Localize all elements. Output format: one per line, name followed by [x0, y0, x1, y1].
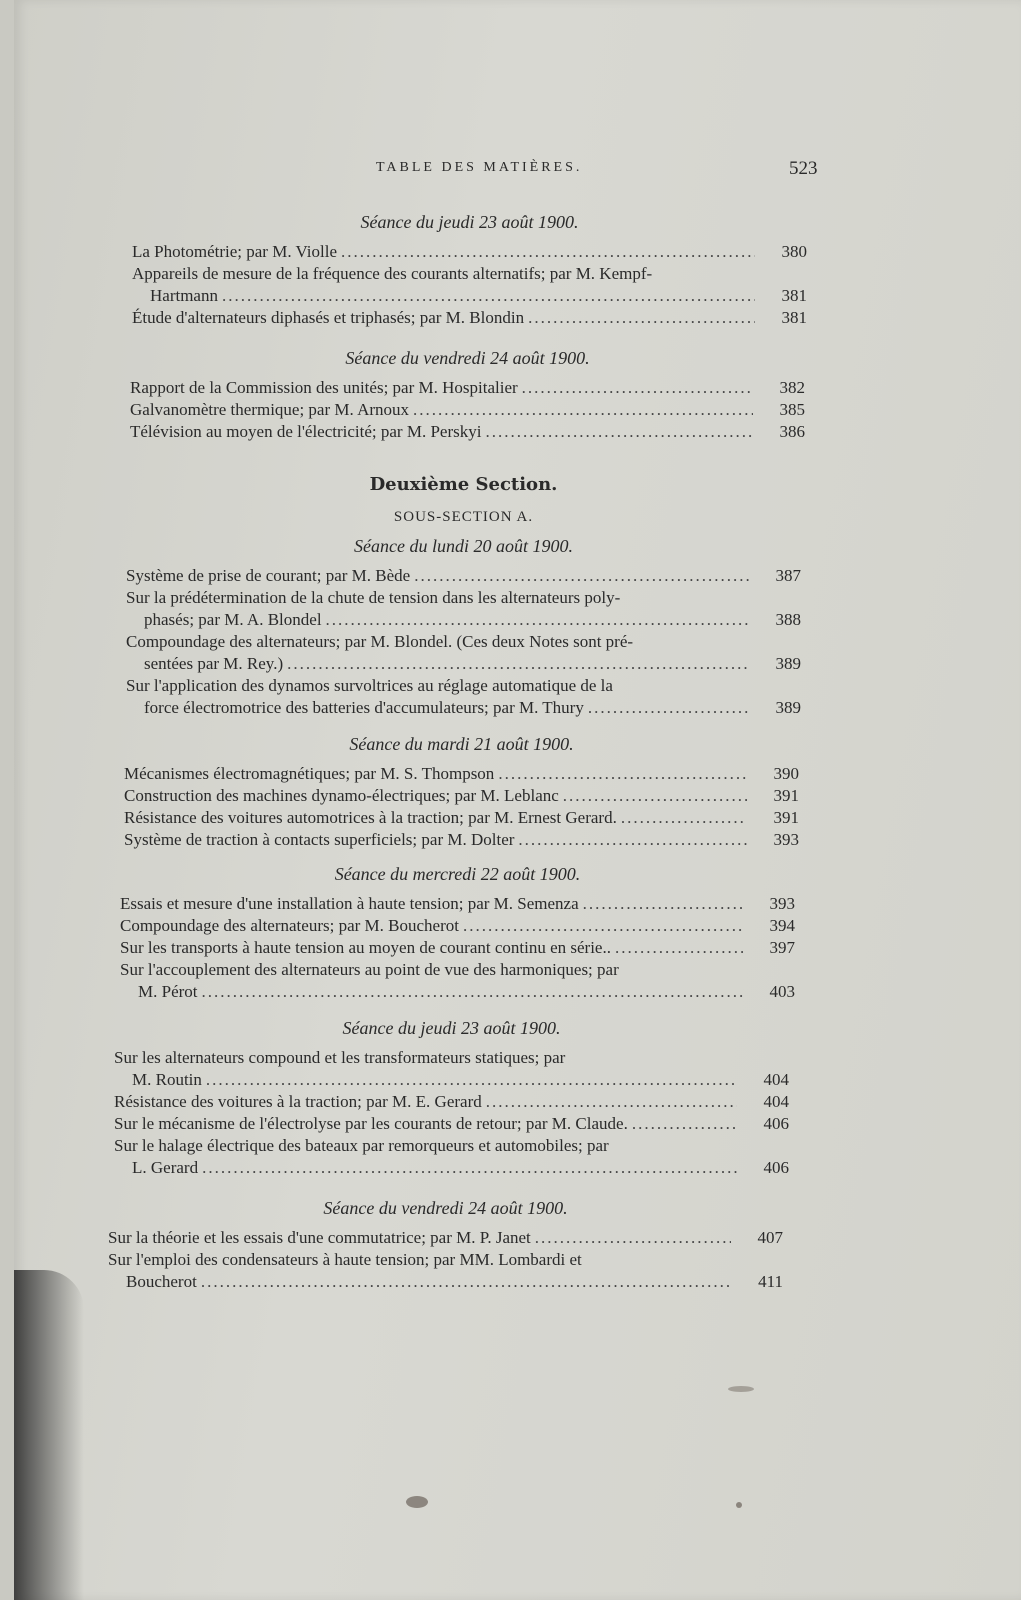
toc-block [114, 1018, 789, 1179]
entry-text: Sur l'emploi des condensateurs à haute tension; par MM. Lombardi et [108, 1250, 582, 1269]
entry-text: Compoundage des alternateurs; par M. Blondel. (Ces deux Notes sont pré- [126, 632, 634, 651]
leader-dots [202, 1157, 737, 1179]
entry-page-number: 385 [779, 400, 805, 419]
entry-page-number: 389 [775, 698, 801, 717]
toc-entry [126, 587, 801, 631]
session-heading: Séance du lundi 20 août 1900. [354, 536, 573, 556]
toc-entry [130, 377, 805, 399]
toc-entry [132, 307, 807, 329]
leader-dots [463, 915, 743, 937]
entry-page-number: 403 [769, 982, 795, 1001]
leader-dots [206, 1069, 737, 1091]
leader-dots [326, 609, 749, 631]
toc-entry [114, 1113, 789, 1135]
leader-dots [485, 421, 753, 443]
entry-text: phasés; par M. A. Blondel [144, 610, 322, 629]
entry-text: La Photométrie; par M. Violle [132, 242, 337, 261]
entry-text: Résistance des voitures à la traction; par M. E. Gerard [114, 1092, 482, 1111]
entry-page-number: 407 [757, 1228, 783, 1247]
leader-dots [535, 1227, 731, 1249]
entry-text: Sur la théorie et les essais d'une commutatrice; par M. P. Janet [108, 1228, 531, 1247]
toc-entry [124, 785, 799, 807]
toc-entry [132, 241, 807, 263]
entry-page-number: 406 [763, 1114, 789, 1133]
toc-entry [124, 763, 799, 785]
entry-page-number: 393 [773, 830, 799, 849]
entry-page-number: 381 [781, 308, 807, 327]
entry-page-number: 391 [773, 786, 799, 805]
toc-entry [120, 959, 795, 1003]
entry-page-number: 404 [763, 1070, 789, 1089]
entry-text: Essais et mesure d'une installation à haute tension; par M. Semenza [120, 894, 579, 913]
entry-text: Boucherot [126, 1272, 197, 1291]
entry-text: Résistance des voitures automotrices à la traction; par M. Ernest Gerard. [124, 808, 617, 827]
entry-text: Système de traction à contacts superficiels; par M. Dolter [124, 830, 515, 849]
toc-entry [126, 675, 801, 719]
leader-dots [621, 807, 747, 829]
toc-entry [130, 399, 805, 421]
paper-stain [736, 1502, 742, 1508]
toc-entry [132, 263, 807, 307]
document-page [14, 0, 1021, 1600]
entry-text: Sur l'application des dynamos survoltrices au réglage automatique de la [126, 676, 613, 695]
toc-entry [124, 829, 799, 851]
entry-text: Appareils de mesure de la fréquence des courants alternatifs; par M. Kempf- [132, 264, 653, 283]
toc-entry [120, 915, 795, 937]
entry-page-number: 386 [779, 422, 805, 441]
toc-block [132, 212, 807, 329]
entry-text: Sur l'accouplement des alternateurs au point de vue des harmoniques; par [120, 960, 619, 979]
toc-block [130, 348, 805, 443]
session-heading: Séance du vendredi 24 août 1900. [345, 348, 590, 368]
entry-page-number: 406 [763, 1158, 789, 1177]
toc-block [120, 864, 795, 1003]
session-heading: Séance du mercredi 22 août 1900. [334, 864, 581, 884]
entry-page-number: 397 [769, 938, 795, 957]
toc-entry [114, 1135, 789, 1179]
entry-page-number: 389 [775, 654, 801, 673]
toc-entry [120, 893, 795, 915]
entry-text: L. Gerard [132, 1158, 199, 1177]
entry-text: M. Pérot [138, 982, 198, 1001]
section-title: Deuxième Section. [369, 474, 558, 495]
toc-block [108, 1198, 783, 1293]
entry-text: Sur la prédétermination de la chute de tension dans les alternateurs poly- [126, 588, 621, 607]
entry-page-number: 382 [779, 378, 805, 397]
toc-block [126, 474, 801, 719]
leader-dots [518, 829, 747, 851]
entry-text: Sur le halage électrique des bateaux par remorqueurs et automobiles; par [114, 1136, 609, 1155]
header-title: TABLE DES MATIÈRES. [376, 160, 583, 175]
leader-dots [222, 285, 755, 307]
paper-stain [728, 1386, 754, 1392]
leader-dots [201, 1271, 731, 1293]
leader-dots [287, 653, 749, 675]
leader-dots [486, 1091, 737, 1113]
entry-text: Galvanomètre thermique; par M. Arnoux [130, 400, 410, 419]
entry-page-number: 411 [758, 1272, 783, 1291]
toc-entry [108, 1227, 783, 1249]
thumb-shadow [14, 1270, 84, 1600]
subsection-title: SOUS-SECTION A. [393, 509, 534, 525]
toc-entry [124, 807, 799, 829]
toc-entry [130, 421, 805, 443]
leader-dots [202, 981, 744, 1003]
leader-dots [632, 1113, 737, 1135]
leader-dots [563, 785, 747, 807]
leader-dots [414, 565, 749, 587]
entry-page-number: 391 [773, 808, 799, 827]
entry-text: Système de prise de courant; par M. Bède [126, 566, 411, 585]
entry-text: Mécanismes électromagnétiques; par M. S. Thompson [124, 764, 495, 783]
leader-dots [413, 399, 753, 421]
leader-dots [615, 937, 743, 959]
entry-page-number: 387 [775, 566, 801, 585]
leader-dots [588, 697, 749, 719]
entry-page-number: 380 [781, 242, 807, 261]
session-heading: Séance du jeudi 23 août 1900. [360, 212, 579, 232]
session-heading: Séance du mardi 21 août 1900. [349, 734, 574, 754]
leader-dots [528, 307, 755, 329]
toc-entry [114, 1091, 789, 1113]
entry-text: Sur les transports à haute tension au moyen de courant continu en série.. [120, 938, 611, 957]
paper-stain [406, 1496, 428, 1508]
page-number: 523 [789, 158, 818, 179]
leader-dots [522, 377, 753, 399]
entry-text: sentées par M. Rey.) [144, 654, 284, 673]
toc-entry [108, 1249, 783, 1293]
entry-text: Compoundage des alternateurs; par M. Boucherot [120, 916, 459, 935]
session-heading: Séance du jeudi 23 août 1900. [342, 1018, 561, 1038]
entry-text: Télévision au moyen de l'électricité; par M. Perskyi [130, 422, 482, 441]
entry-page-number: 388 [775, 610, 801, 629]
toc-entry [126, 565, 801, 587]
leader-dots [583, 893, 743, 915]
leader-dots [498, 763, 747, 785]
toc-entry [114, 1047, 789, 1091]
leader-dots [341, 241, 755, 263]
entry-text: Sur les alternateurs compound et les transformateurs statiques; par [114, 1048, 566, 1067]
toc-entry [120, 937, 795, 959]
entry-text: Construction des machines dynamo-électriques; par M. Leblanc [124, 786, 559, 805]
toc-entry [126, 631, 801, 675]
entry-page-number: 394 [769, 916, 795, 935]
entry-text: Hartmann [150, 286, 218, 305]
toc-block [124, 734, 799, 851]
entry-text: Rapport de la Commission des unités; par M. Hospitalier [130, 378, 518, 397]
entry-text: Sur le mécanisme de l'électrolyse par les courants de retour; par M. Claude. [114, 1114, 628, 1133]
entry-page-number: 393 [769, 894, 795, 913]
entry-text: Étude d'alternateurs diphasés et triphasés; par M. Blondin [132, 308, 525, 327]
entry-text: force électromotrice des batteries d'accumulateurs; par M. Thury [144, 698, 584, 717]
entry-page-number: 390 [773, 764, 799, 783]
entry-page-number: 404 [763, 1092, 789, 1111]
running-header [14, 158, 1021, 186]
entry-text: M. Routin [132, 1070, 202, 1089]
session-heading: Séance du vendredi 24 août 1900. [323, 1198, 568, 1218]
entry-page-number: 381 [781, 286, 807, 305]
